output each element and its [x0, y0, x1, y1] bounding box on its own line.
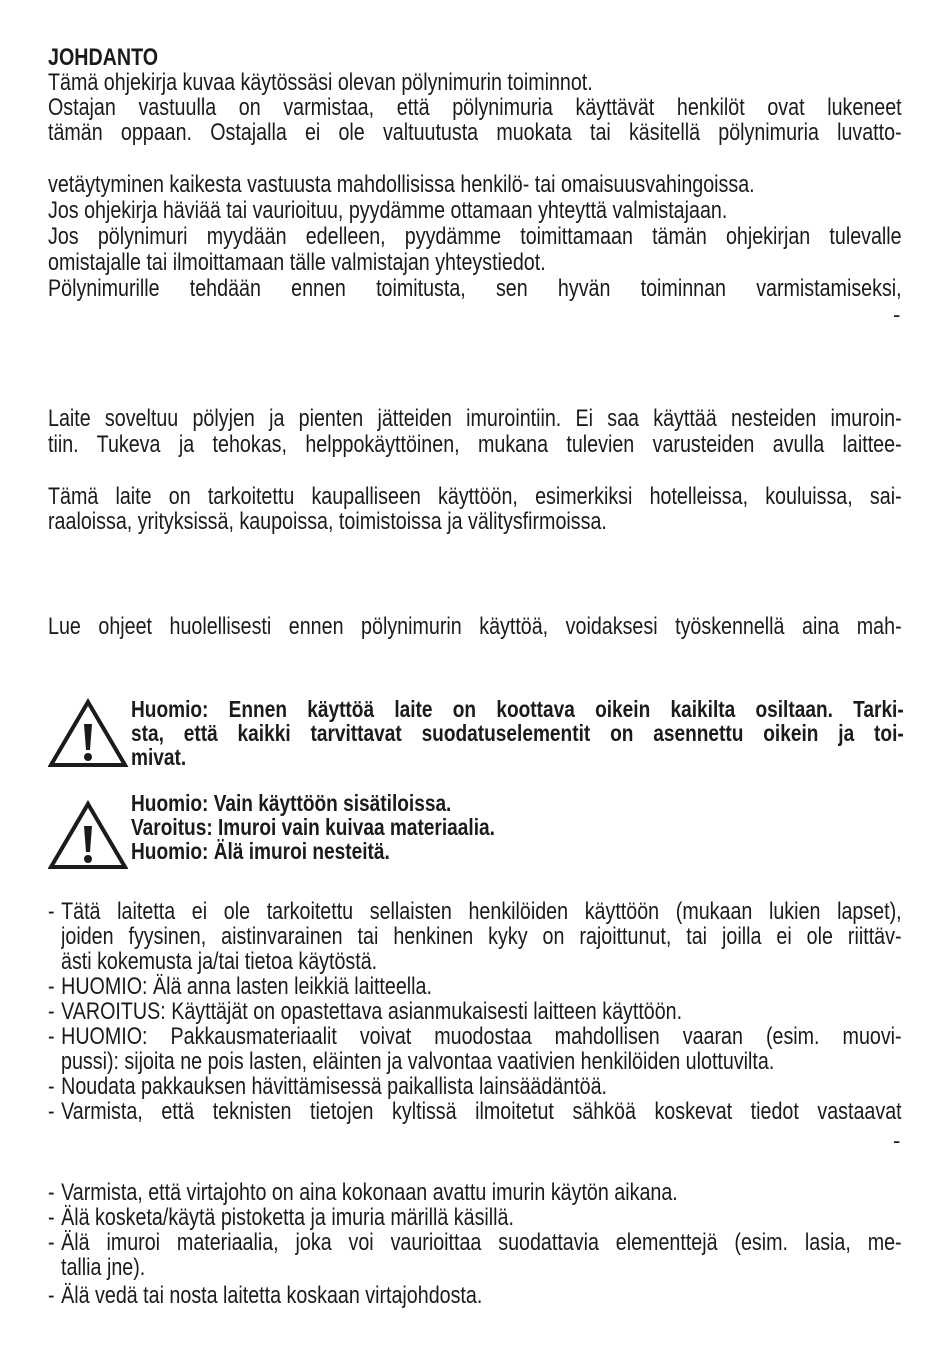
bullet-item	[48, 1283, 482, 1309]
bullet-text: Älä vedä tai nosta laitetta koskaan virtajohdosta.	[61, 1282, 483, 1309]
bullet-text: Älä imuroi materiaalia, joka voi vaurioittaa suodattavia elementtejä (esim. lasia, me-	[61, 1230, 902, 1256]
section-heading: JOHDANTO	[48, 44, 159, 71]
trailing-dash: -	[893, 302, 901, 327]
paragraph-line: Tämä ohjekirja kuvaa käytössäsi olevan pölynimurin toiminnot.	[48, 69, 593, 96]
bullet-item	[48, 899, 902, 925]
paragraph-line: Jos ohjekirja häviää tai vaurioituu, pyydämme ottamaan yhteyttä valmistajaan.	[48, 197, 728, 224]
paragraph-line: omistajalle tai ilmoittamaan tälle valmistajan yhteystiedot.	[48, 249, 546, 276]
bullet-text: Älä kosketa/käytä pistoketta ja imuria märillä käsillä.	[61, 1204, 514, 1231]
bullet-dash: -	[48, 998, 55, 1025]
bullet-item	[48, 1074, 607, 1100]
bullet-item	[48, 999, 682, 1025]
warning-text-line: sta, että kaikki tarvittavat suodatuselementit on asennettu oikein ja toi-	[131, 721, 904, 746]
bullet-item	[48, 974, 432, 1000]
warning-text-line: Varoitus: Imuroi vain kuivaa materiaalia.	[131, 814, 495, 840]
bullet-dash: -	[48, 1282, 55, 1309]
bullet-dash: -	[48, 1230, 55, 1256]
bullet-text: HUOMIO: Älä anna lasten leikkiä laitteella.	[61, 973, 432, 1000]
bullet-dash: -	[48, 973, 55, 1000]
bullet-dash: -	[48, 1024, 55, 1050]
warning-triangle-icon	[48, 698, 128, 768]
bullet-text: HUOMIO: Pakkausmateriaalit voivat muodostaa mahdollisen vaaran (esim. muovi-	[61, 1024, 902, 1050]
bullet-dash: -	[48, 899, 55, 925]
bullet-dash: -	[48, 1099, 55, 1125]
bullet-item	[48, 1180, 678, 1206]
paragraph-line: tiin. Tukeva ja tehokas, helppokäyttöinen, mukana tulevien varusteiden avulla laittee-	[48, 432, 902, 458]
paragraph-line: Laite soveltuu pölyjen ja pienten jätteiden imurointiin. Ei saa käyttää nesteiden imuroin-	[48, 406, 902, 432]
bullet-text: Noudata pakkauksen hävittämisessä paikallista lainsäädäntöä.	[61, 1073, 608, 1100]
trailing-dash: -	[893, 1128, 901, 1153]
warning-triangle-icon	[48, 800, 128, 870]
paragraph-line: vetäytyminen kaikesta vastuusta mahdollisissa henkilö- tai omaisuusvahingoissa.	[48, 171, 755, 198]
warning-text-line: Huomio: Älä imuroi nesteitä.	[131, 838, 390, 864]
bullet-item	[48, 1205, 514, 1231]
bullet-text: VAROITUS: Käyttäjät on opastettava asianmukaisesti laitteen käyttöön.	[61, 998, 683, 1025]
bullet-item	[48, 1099, 902, 1125]
bullet-text: Varmista, että teknisten tietojen kyltissä ilmoitetut sähköä koskevat tiedot vastaavat	[61, 1099, 902, 1125]
paragraph-line: raaloissa, yrityksissä, kaupoissa, toimistoissa ja välitysfirmoissa.	[48, 508, 607, 535]
bullet-continuation: joiden fyysinen, aistinvarainen tai henkinen kyky on rajoittunut, tai joilla ei ole riittäv-	[61, 924, 902, 950]
paragraph-line: Ostajan vastuulla on varmistaa, että pölynimuria käyttävät henkilöt ovat lukeneet	[48, 95, 902, 121]
warning-text-line: Huomio: Vain käyttöön sisätiloissa.	[131, 790, 452, 816]
bullet-item	[48, 1230, 902, 1256]
bullet-continuation: tallia jne).	[61, 1254, 146, 1281]
paragraph-line: Pölynimurille tehdään ennen toimitusta, sen hyvän toiminnan varmistamiseksi,	[48, 276, 902, 302]
bullet-dash: -	[48, 1204, 55, 1231]
paragraph-line: Tämä laite on tarkoitettu kaupalliseen käyttöön, esimerkiksi hotelleissa, kouluissa, sai-	[48, 484, 902, 510]
bullet-dash: -	[48, 1073, 55, 1100]
bullet-dash: -	[48, 1179, 55, 1206]
warning-text-line: Huomio: Ennen käyttöä laite on koottava oikein kaikilta osiltaan. Tarki-	[131, 697, 904, 722]
paragraph-line: Lue ohjeet huolellisesti ennen pölynimurin käyttöä, voidaksesi työskennellä aina mah-	[48, 614, 902, 640]
bullet-continuation: pussi): sijoita ne pois lasten, eläinten ja valvontaa vaativien henkilöiden ulottuvilta.	[61, 1048, 775, 1075]
bullet-item	[48, 1024, 902, 1050]
paragraph-line: tämän oppaan. Ostajalla ei ole valtuutusta muokata tai käsitellä pölynimuria luvatto-	[48, 120, 902, 146]
paragraph-line: Jos pölynimuri myydään edelleen, pyydämme toimittamaan tämän ohjekirjan tulevalle	[48, 224, 902, 250]
bullet-text: Varmista, että virtajohto on aina kokonaan avattu imurin käytön aikana.	[61, 1179, 678, 1206]
bullet-text: Tätä laitetta ei ole tarkoitettu sellaisten henkilöiden käyttöön (mukaan lukien lapset),	[61, 899, 902, 925]
bullet-continuation: ästi kokemusta ja/tai tietoa käytöstä.	[61, 948, 378, 975]
warning-text-line: mivat.	[131, 744, 187, 770]
